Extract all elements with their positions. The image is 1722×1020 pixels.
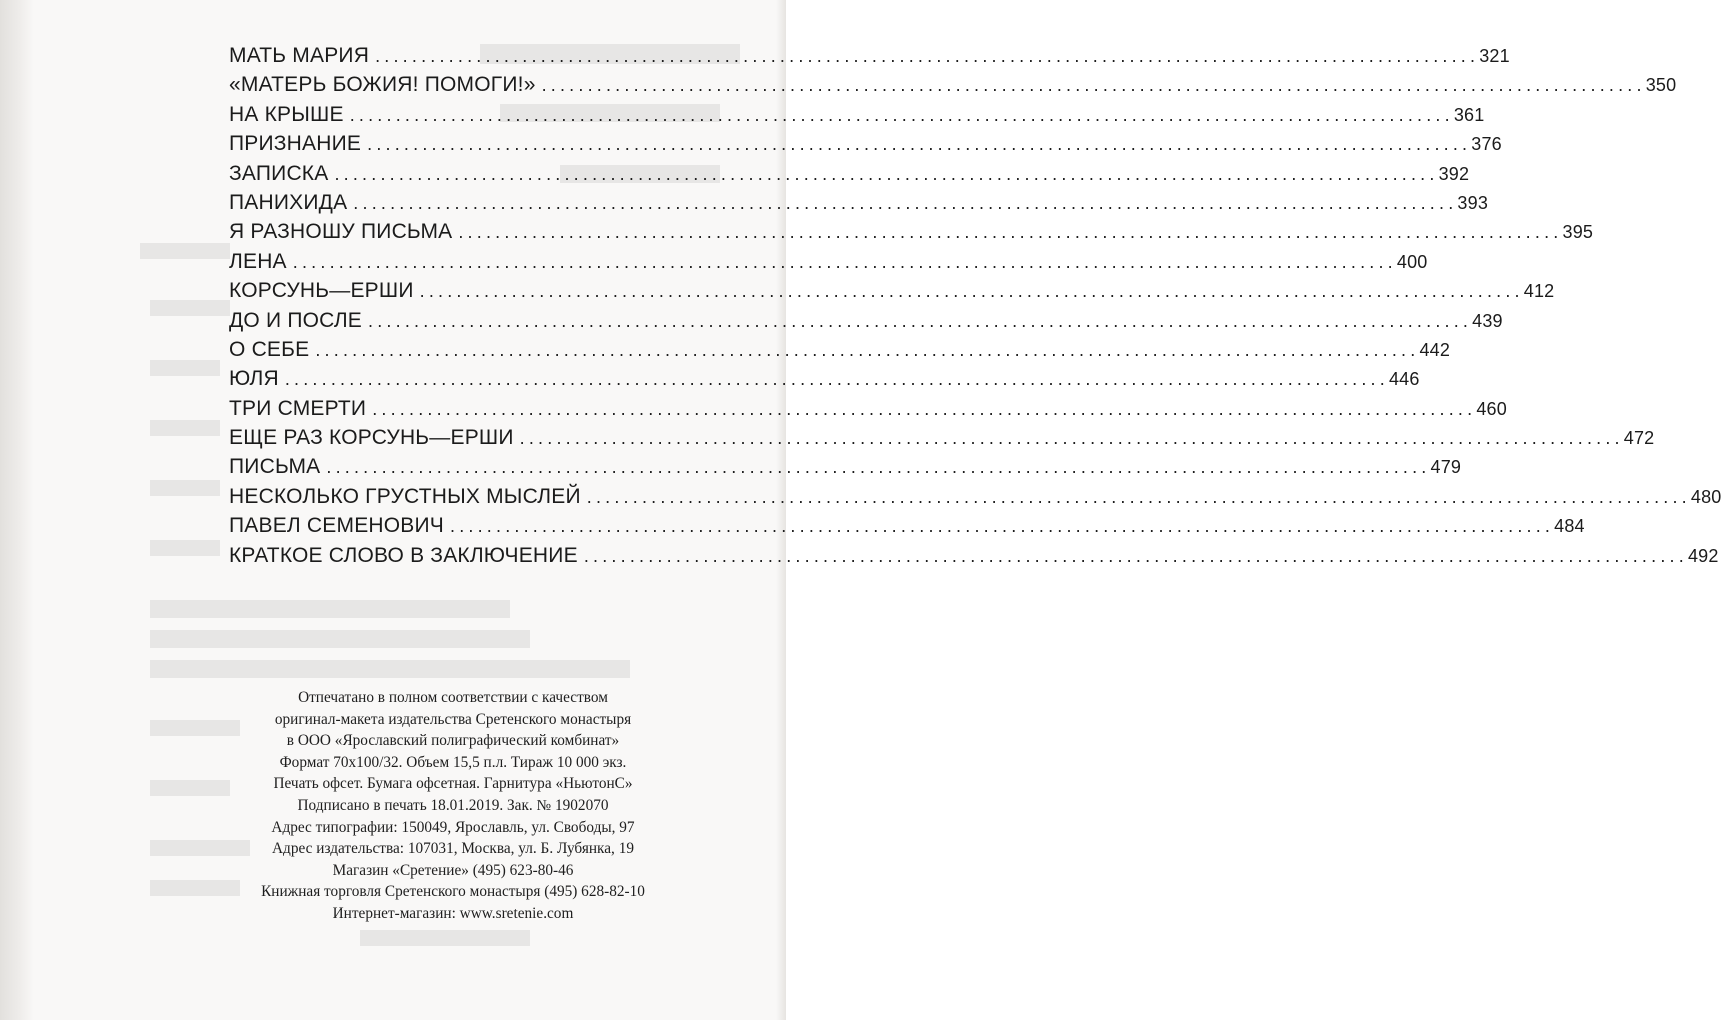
toc-entry-title: ДО И ПОСЛЕ bbox=[229, 308, 363, 332]
toc-entry-title: ЛЕНА bbox=[229, 249, 287, 273]
toc-entry bbox=[229, 543, 1719, 573]
toc-entry bbox=[229, 367, 1420, 396]
toc-dot-leader: ........................................................................................................................ bbox=[372, 398, 1477, 419]
imprint-line: Печать офсет. Бумага офсетная. Гарнитура «НьютонС» bbox=[273, 775, 633, 793]
toc-entry-page-number: 392 bbox=[1438, 163, 1470, 184]
toc-dot-leader: ........................................................................................................................ bbox=[349, 104, 1454, 125]
toc-dot-leader: ........................................................................................................................ bbox=[419, 281, 1524, 302]
toc-entry bbox=[229, 132, 1502, 161]
toc-dot-leader: ........................................................................................................................ bbox=[284, 369, 1389, 390]
toc-entry bbox=[229, 220, 1594, 249]
toc-entry-title: НА КРЫШЕ bbox=[229, 102, 344, 126]
toc-entry bbox=[229, 308, 1503, 338]
toc-entry bbox=[229, 426, 1655, 455]
toc-entry bbox=[229, 337, 1451, 367]
toc-entry bbox=[229, 249, 1428, 279]
imprint-line: Магазин «Сретение» (495) 623-80-46 bbox=[332, 861, 574, 879]
toc-dot-leader: ........................................................................................................................ bbox=[292, 251, 1397, 272]
toc-entry-title: ПРИЗНАНИЕ bbox=[229, 132, 362, 156]
toc-entry-title: ЮЛЯ bbox=[229, 367, 279, 391]
toc-dot-leader: ........................................................................................................................ bbox=[375, 46, 1480, 66]
imprint-line: Адрес типографии: 150049, Ярославль, ул. Свободы, 97 bbox=[271, 818, 635, 836]
toc-dot-leader: ........................................................................................................................ bbox=[586, 486, 1691, 507]
toc-dot-leader: ........................................................................................................................ bbox=[541, 75, 1646, 96]
toc-entry bbox=[229, 44, 1510, 73]
toc-dot-leader: ........................................................................................................................ bbox=[315, 339, 1420, 360]
toc-entry bbox=[229, 190, 1489, 220]
toc-entry-page-number: 376 bbox=[1471, 134, 1502, 155]
toc-entry-title: МАТЬ МАРИЯ bbox=[229, 44, 370, 67]
toc-entry-page-number: 395 bbox=[1562, 222, 1594, 243]
toc-dot-leader: ........................................................................................................................ bbox=[450, 516, 1555, 537]
toc-entry-page-number: 472 bbox=[1623, 428, 1655, 449]
toc-entry bbox=[229, 102, 1485, 132]
toc-entry-title: КРАТКОЕ СЛОВО В ЗАКЛЮЧЕНИЕ bbox=[229, 543, 578, 567]
toc-dot-leader: ........................................................................................................................ bbox=[583, 545, 1688, 566]
toc-dot-leader: ........................................................................................................................ bbox=[458, 222, 1563, 243]
toc-entry-title: О СЕБЕ bbox=[229, 337, 310, 361]
toc-dot-leader: ........................................................................................................................ bbox=[368, 310, 1473, 331]
toc-entry-title: Я РАЗНОШУ ПИСЬМА bbox=[229, 220, 453, 244]
toc-entry-page-number: 400 bbox=[1396, 251, 1428, 272]
imprint-line: Книжная торговля Сретенского монастыря (495) 628-82-10 bbox=[261, 883, 645, 901]
imprint-line: Отпечатано в полном соответствии с качеством bbox=[298, 689, 608, 706]
toc-dot-leader: ........................................................................................................................ bbox=[326, 457, 1431, 478]
toc-entry-page-number: 412 bbox=[1523, 281, 1555, 302]
imprint-line: оригинал-макета издательства Сретенского монастыря bbox=[274, 710, 632, 728]
toc-entry-title: КОРСУНЬ—ЕРШИ bbox=[229, 279, 414, 303]
toc-entry-page-number: 393 bbox=[1457, 192, 1489, 213]
toc-dot-leader: ........................................................................................................................ bbox=[353, 192, 1458, 213]
imprint-line: Адрес издательства: 107031, Москва, ул. Б. Лубянка, 19 bbox=[272, 840, 634, 858]
toc-dot-leader: ........................................................................................................................ bbox=[334, 163, 1439, 184]
imprint-block bbox=[180, 687, 726, 925]
toc-entry-page-number: 321 bbox=[1479, 46, 1510, 66]
toc-entry-page-number: 484 bbox=[1554, 516, 1585, 537]
imprint-line: в ООО «Ярославский полиграфический комбинат» bbox=[286, 732, 620, 750]
page-gutter-shadow bbox=[0, 0, 34, 1020]
toc-entry-title: ПАНИХИДА bbox=[229, 190, 348, 214]
toc-entry bbox=[229, 279, 1555, 308]
toc-entry-title: ТРИ СМЕРТИ bbox=[229, 396, 367, 420]
toc-entry bbox=[229, 455, 1462, 484]
toc-entry bbox=[229, 73, 1677, 102]
imprint-line: Интернет-магазин: www.sretenie.com bbox=[332, 904, 574, 922]
toc-entry bbox=[229, 514, 1585, 543]
table-of-contents bbox=[229, 44, 1722, 573]
toc-entry-title: ПАВЕЛ СЕМЕНОВИЧ bbox=[229, 514, 444, 538]
toc-entry-page-number: 460 bbox=[1476, 398, 1507, 419]
toc-entry-title: НЕСКОЛЬКО ГРУСТНЫХ МЫСЛЕЙ bbox=[229, 484, 581, 508]
toc-entry-page-number: 361 bbox=[1453, 104, 1485, 125]
toc-entry bbox=[229, 161, 1470, 191]
toc-dot-leader: ........................................................................................................................ bbox=[519, 428, 1624, 449]
imprint-line: Подписано в печать 18.01.2019. Зак. № 1902070 bbox=[297, 796, 609, 814]
toc-entry-title: ЗАПИСКА bbox=[229, 161, 329, 185]
toc-entry bbox=[229, 396, 1507, 426]
toc-entry-title: ЕЩЕ РАЗ КОРСУНЬ—ЕРШИ bbox=[229, 426, 514, 450]
toc-entry-page-number: 479 bbox=[1430, 457, 1462, 478]
toc-entry-page-number: 446 bbox=[1388, 369, 1420, 390]
toc-entry bbox=[229, 484, 1722, 514]
toc-entry-page-number: 492 bbox=[1687, 545, 1719, 566]
toc-entry-page-number: 480 bbox=[1690, 486, 1722, 507]
toc-entry-page-number: 439 bbox=[1472, 310, 1503, 331]
toc-entry-title: ПИСЬМА bbox=[229, 455, 321, 479]
imprint-line: Формат 70х100/32. Объем 15,5 п.л. Тираж 10 000 экз. bbox=[279, 753, 627, 771]
toc-entry-page-number: 442 bbox=[1419, 339, 1451, 360]
toc-entry-title: «МАТЕРЬ БОЖИЯ! ПОМОГИ!» bbox=[229, 73, 536, 97]
toc-dot-leader: ........................................................................................................................ bbox=[367, 134, 1472, 155]
toc-entry-page-number: 350 bbox=[1645, 75, 1677, 96]
